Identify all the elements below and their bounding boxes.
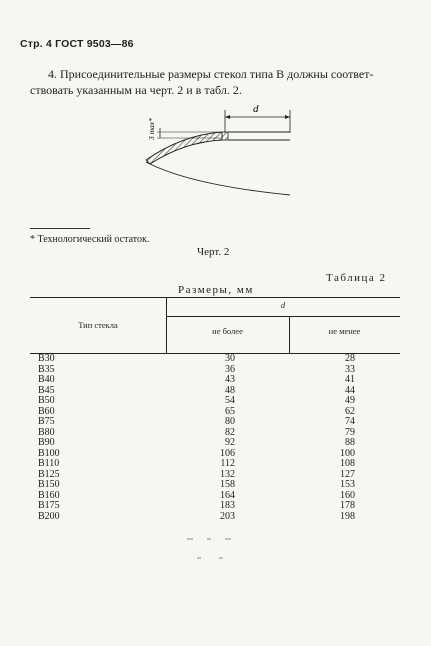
table-row (0, 459, 431, 469)
d-min-cell: 41 (345, 374, 355, 385)
table-row (0, 438, 431, 448)
d-min-cell: 108 (340, 458, 355, 469)
group-rule (166, 316, 400, 317)
glass-type-cell: В30 (38, 353, 55, 364)
table-row (0, 407, 431, 417)
table-row (0, 491, 431, 501)
d-min-cell: 62 (345, 405, 355, 417)
table-row (0, 501, 431, 511)
page-header: Стр. 4 ГОСТ 9503—86 (20, 38, 134, 50)
d-min-cell: 88 (345, 437, 355, 448)
table-row (0, 354, 431, 364)
glass-type-cell: В80 (38, 426, 55, 438)
d-max-cell: 183 (220, 500, 235, 511)
glass-type-cell: В100 (38, 447, 60, 459)
d-max-cell: 92 (225, 437, 235, 448)
d-min-cell: 49 (345, 395, 355, 406)
d-max-cell: 106 (220, 447, 235, 459)
glass-type-cell: В160 (38, 489, 60, 501)
table-row (0, 375, 431, 385)
d-min-cell: 160 (340, 489, 355, 501)
figure-caption: Черт. 2 (197, 246, 230, 258)
d-max-cell: 203 (220, 510, 235, 522)
d-min-cell: 178 (340, 500, 355, 511)
glass-type-cell: В150 (38, 479, 60, 490)
d-min-cell: 100 (340, 447, 355, 459)
d-min-cell: 74 (345, 416, 355, 427)
d-min-cell: 44 (345, 384, 355, 396)
table-row (0, 512, 431, 522)
glass-type-cell: В90 (38, 437, 55, 448)
d-max-cell: 80 (225, 416, 235, 427)
glass-type-cell: В40 (38, 374, 55, 385)
table-row (0, 428, 431, 438)
clause-line-1: 4. Присоединительные размеры стекол типа В должны соответ- (48, 67, 374, 81)
glass-lower-contour (146, 162, 290, 195)
table-label: Таблица 2 (326, 272, 387, 284)
table-row (0, 386, 431, 396)
d-max-cell: 54 (225, 395, 235, 406)
glass-type-cell: В125 (38, 468, 60, 480)
footnote: * Технологический остаток. (30, 234, 150, 245)
glass-wall-section (146, 132, 222, 164)
d-min-cell: 127 (340, 468, 355, 480)
d-max-cell: 43 (225, 374, 235, 385)
d-max-cell: 158 (220, 479, 235, 490)
d-min-cell: 79 (345, 426, 355, 438)
d-min-cell: 33 (345, 363, 355, 375)
glass-type-cell: В175 (38, 500, 60, 511)
d-max-cell: 112 (220, 458, 235, 469)
footnote-rule (30, 228, 90, 229)
col-min-header: не менее (328, 326, 361, 336)
table-row (0, 480, 431, 490)
table-row (0, 470, 431, 480)
dimension-d-label: d (253, 103, 259, 115)
d-max-cell: 48 (225, 384, 235, 396)
d-min-cell: 198 (340, 510, 355, 522)
stub-section (222, 132, 228, 140)
d-max-cell: 65 (225, 405, 235, 417)
col-d-group-header: d (280, 300, 286, 310)
table-caption: Размеры, мм (178, 284, 254, 296)
d-max-cell: 132 (220, 468, 235, 480)
clause-4-text (30, 66, 400, 98)
table-row (0, 365, 431, 375)
scan-marks (183, 536, 253, 564)
table-row (0, 449, 431, 459)
glass-type-cell: В45 (38, 384, 55, 396)
glass-type-cell: В75 (38, 416, 55, 427)
table-row (0, 417, 431, 427)
dimension-3max-label: 3 max* (147, 118, 156, 140)
glass-type-cell: В35 (38, 363, 55, 375)
col-max-header: не более (212, 326, 243, 336)
d-max-cell: 164 (220, 489, 235, 501)
d-min-cell: 153 (340, 479, 355, 490)
table-row (0, 396, 431, 406)
glass-type-cell: В60 (38, 405, 55, 417)
d-max-cell: 82 (225, 426, 235, 438)
d-max-cell: 36 (225, 363, 235, 375)
table-header (30, 297, 400, 354)
glass-type-cell: В110 (38, 458, 60, 469)
d-min-cell: 28 (345, 353, 355, 364)
clause-line-2: ствовать указанным на черт. 2 и в табл. 2. (30, 83, 242, 97)
glass-type-b-drawing (140, 100, 300, 200)
col-type-header: Тип стекла (78, 320, 118, 330)
d-max-cell: 30 (225, 353, 235, 364)
glass-type-cell: В200 (38, 510, 60, 522)
glass-type-cell: В50 (38, 395, 55, 406)
